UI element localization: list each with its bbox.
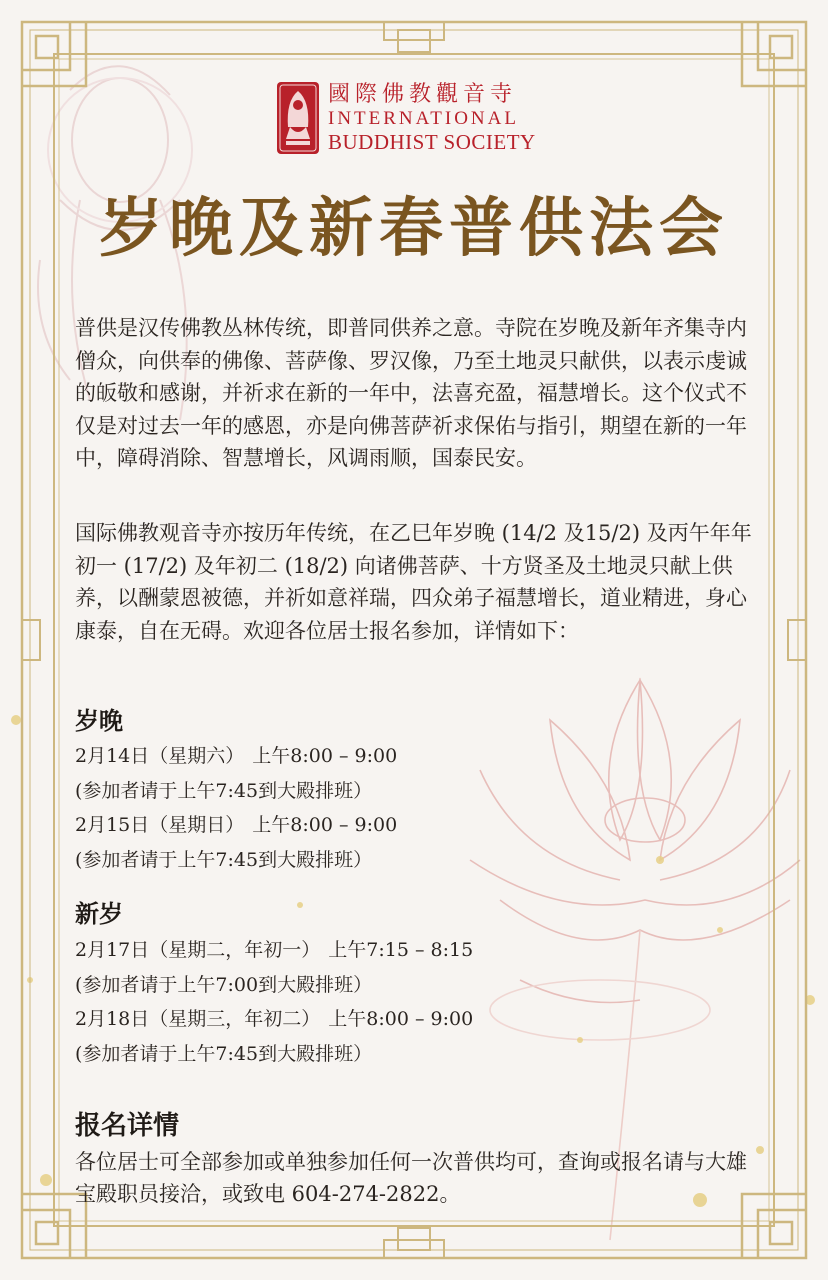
- session-date: 2月18日（星期三，年初二）: [75, 1008, 321, 1030]
- session-time: 上午8:00 – 9:00: [252, 814, 398, 836]
- session-note: (参加者请于上午7:45到大殿排班）: [75, 780, 373, 802]
- session-note: (参加者请于上午7:45到大殿排班）: [75, 849, 373, 871]
- session-time: 上午7:15 – 8:15: [328, 939, 474, 961]
- session-time: 上午8:00 – 9:00: [252, 745, 398, 767]
- logo-text: [328, 82, 536, 154]
- session-note: (参加者请于上午7:45到大殿排班）: [75, 1043, 373, 1065]
- session-date-time: [75, 741, 397, 771]
- intro-paragraph-2: 国际佛教观音寺亦按历年传统，在乙巳年岁晚 (14/2 及15/2) 及丙午年年初一 (17/2) 及年初二 (18/2) 向诸佛菩萨、十方贤圣及土地灵只献上供养，以酬蒙恩被德，并祈如意祥瑞，四众弟子福慧增长，道业精进，身心康泰，自在无碍。欢迎各位居士报名参加，详情如下：: [75, 521, 752, 643]
- guanyin-emblem-icon: [276, 81, 320, 155]
- session-date: 2月17日（星期二，年初一）: [75, 939, 321, 961]
- registration-heading: 报名详情: [75, 1111, 180, 1141]
- session-date-time: [75, 935, 473, 965]
- session-date-time: [75, 1004, 473, 1034]
- logo-english-line1: INTERNATIONAL: [328, 108, 519, 129]
- page-title: 岁晚及新春普供法会: [99, 191, 729, 266]
- logo: [276, 80, 536, 156]
- session-date: 2月14日（星期六）: [75, 745, 245, 767]
- session-time: 上午8:00 – 9:00: [328, 1008, 474, 1030]
- session-date: 2月15日（星期日）: [75, 814, 245, 836]
- registration-text: 各位居士可全部参加或单独参加任何一次普供均可，查询或报名请与大雄宝殿职员接洽，或致电 604-274-2822。: [75, 1150, 747, 1206]
- section-heading-new-year: 新岁: [75, 899, 123, 928]
- intro-paragraph-1: 普供是汉传佛教丛林传统，即普同供养之意。寺院在岁晚及新年齐集寺内僧众，向供奉的佛像、菩萨像、罗汉像，乃至土地灵只献供，以表示虔诚的皈敬和感谢，并祈求在新的一年中，法喜充盈，福慧增长。这个仪式不仅是对过去一年的感恩，亦是向佛菩萨祈求保佑与指引，期望在新的一年中，障碍消除、智慧增长，风调雨顺，国泰民安。: [75, 316, 747, 471]
- session-date-time: [75, 810, 397, 840]
- logo-chinese-name: 國際佛教觀音寺: [328, 82, 518, 107]
- session-note: (参加者请于上午7:00到大殿排班）: [75, 974, 373, 996]
- section-heading-year-end: 岁晚: [75, 706, 123, 735]
- logo-english-line2: BUDDHIST SOCIETY: [328, 130, 536, 154]
